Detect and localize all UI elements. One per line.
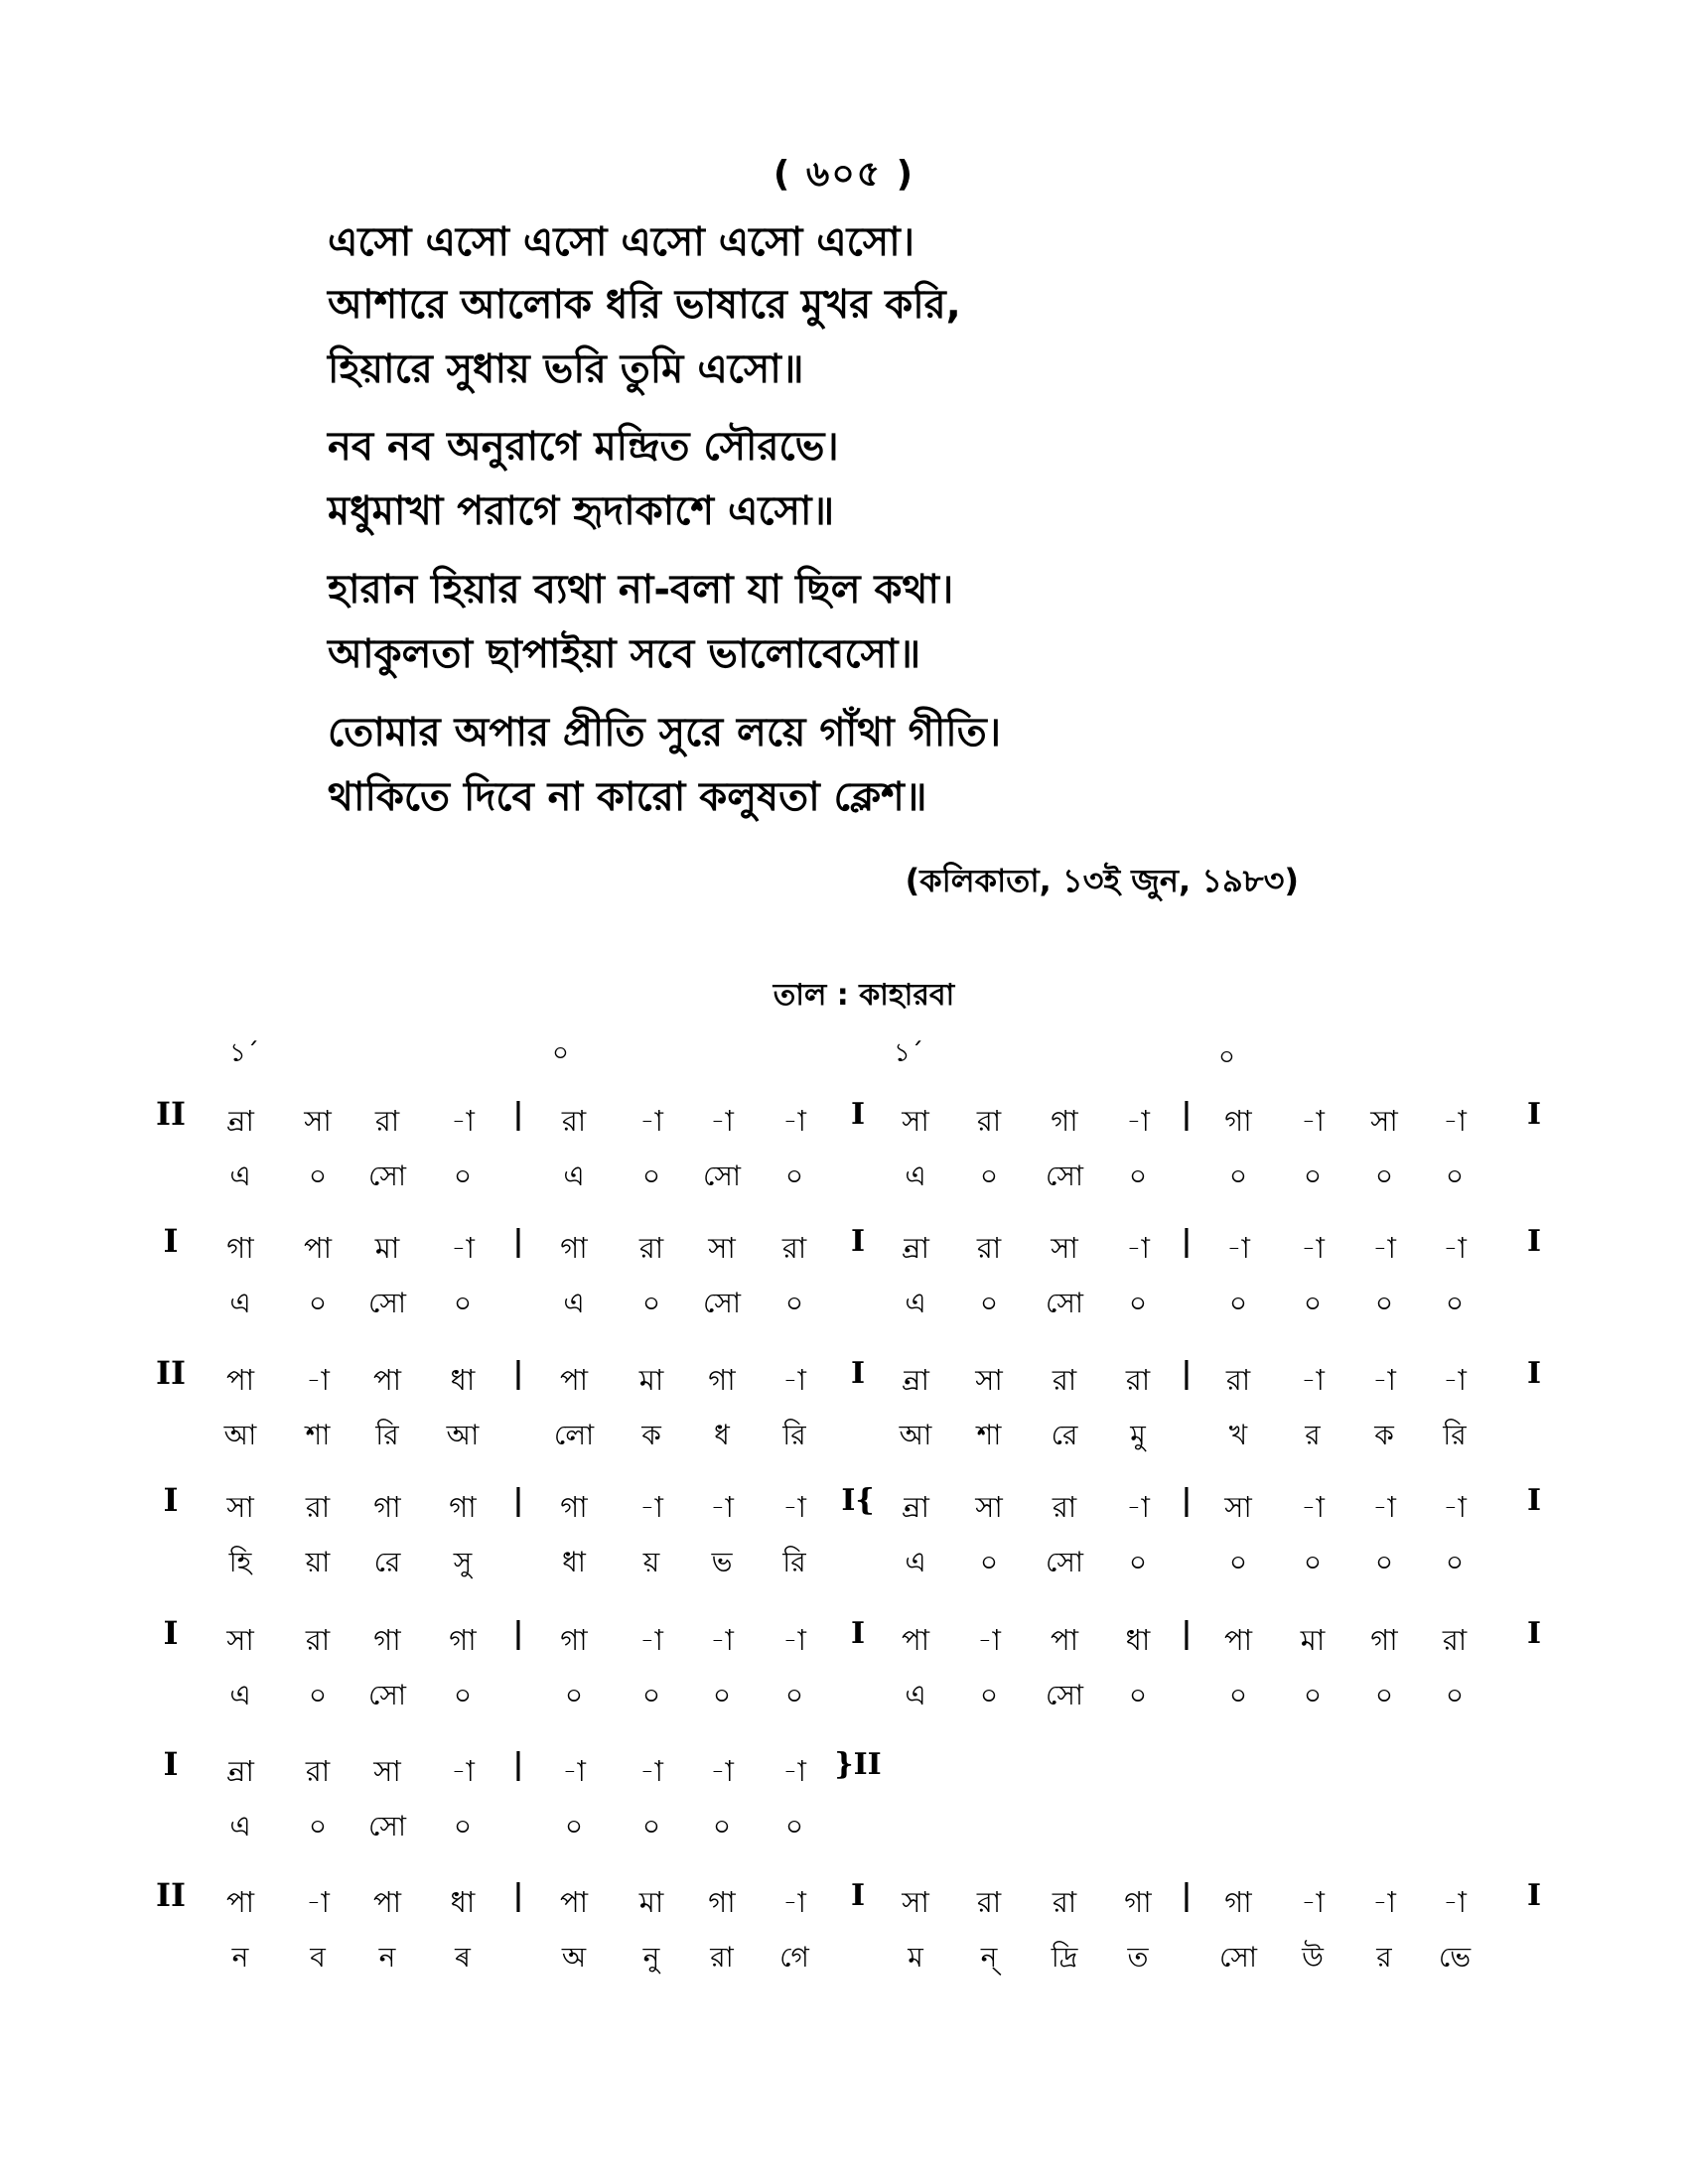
- swara-note: রা: [1125, 1363, 1151, 1397]
- swara-note: গা: [1224, 1885, 1252, 1919]
- swara-note: -া: [1443, 1104, 1467, 1138]
- swara-note: -া: [710, 1623, 734, 1657]
- swara-note: গা: [226, 1231, 254, 1265]
- swara-note: -া: [977, 1623, 1001, 1657]
- swara-note: -া: [1372, 1885, 1396, 1919]
- syllable: সো: [703, 1160, 741, 1192]
- barline: |: [512, 1356, 524, 1391]
- syllable: ০: [641, 1810, 661, 1843]
- swara-note: -া: [1126, 1231, 1150, 1265]
- swara-note: গা: [560, 1623, 588, 1657]
- syllable: ধ: [714, 1419, 730, 1451]
- barline: I: [1526, 1356, 1542, 1391]
- barline: |: [1181, 1224, 1193, 1259]
- swara-note: -া: [1126, 1490, 1150, 1524]
- swara-note: সা: [902, 1104, 929, 1138]
- swara-note: গা: [560, 1231, 588, 1265]
- swara-note: সা: [1370, 1104, 1398, 1138]
- swara-note: সা: [226, 1623, 254, 1657]
- beat-marker: ১´: [229, 1038, 259, 1068]
- swara-note: রা: [305, 1490, 331, 1524]
- swara-note: ধা: [1125, 1623, 1151, 1657]
- syllable: ০: [453, 1810, 473, 1843]
- syllable: লো: [553, 1419, 595, 1451]
- barline: I: [1526, 1878, 1542, 1913]
- swara-note: -া: [1372, 1363, 1396, 1397]
- syllable: ০: [1303, 1679, 1323, 1711]
- swara-note: -া: [782, 1754, 806, 1788]
- barline: I: [850, 1616, 866, 1651]
- lyric-line: হিয়ারে সুধায় ভরি তুমি এসো॥: [328, 346, 804, 392]
- swara-note: -া: [782, 1490, 806, 1524]
- syllable: গে: [779, 1941, 809, 1974]
- barline: |: [512, 1097, 524, 1132]
- swara-note: -া: [710, 1754, 734, 1788]
- syllable: ০: [641, 1287, 661, 1319]
- syllable: ০: [1374, 1287, 1394, 1319]
- swara-note: মা: [638, 1885, 664, 1919]
- swara-note: রা: [1052, 1363, 1077, 1397]
- syllable: ০: [784, 1287, 804, 1319]
- swara-note: -া: [1372, 1490, 1396, 1524]
- syllable: রি: [1443, 1419, 1467, 1451]
- swara-note: -া: [1372, 1231, 1396, 1265]
- swara-note: পা: [1050, 1623, 1079, 1657]
- syllable: সো: [368, 1679, 406, 1711]
- swara-note: গা: [373, 1490, 401, 1524]
- lyric-line: আশারে আলোক ধরি ভাষারে মুখর করি,: [328, 282, 961, 328]
- syllable: রি: [375, 1419, 399, 1451]
- syllable: এ: [229, 1810, 251, 1843]
- barline: |: [512, 1616, 524, 1651]
- syllable: সু: [453, 1546, 473, 1578]
- swara-note: পা: [225, 1885, 255, 1919]
- syllable: এ: [563, 1287, 585, 1319]
- barline: }II: [834, 1747, 882, 1782]
- swara-note: -া: [1443, 1490, 1467, 1524]
- syllable: ০: [641, 1160, 661, 1192]
- swara-note: গা: [708, 1885, 736, 1919]
- syllable: য়া: [305, 1546, 331, 1578]
- syllable: রা: [710, 1941, 734, 1974]
- syllable: এ: [229, 1160, 251, 1192]
- syllable: সো: [1046, 1679, 1083, 1711]
- line-start-barline: I: [163, 1745, 179, 1783]
- line-start-barline: I: [163, 1222, 179, 1260]
- swara-note: পা: [372, 1885, 402, 1919]
- tala-heading: তাল : কাহারবা: [773, 978, 955, 1013]
- swara-note: -া: [639, 1490, 663, 1524]
- swara-note: -া: [306, 1885, 330, 1919]
- syllable: ব: [310, 1941, 326, 1974]
- syllable: নু: [642, 1941, 660, 1974]
- swara-note: -া: [1301, 1885, 1325, 1919]
- beat-marker: ০: [1218, 1042, 1235, 1072]
- syllable: ০: [1445, 1160, 1465, 1192]
- syllable: ০: [712, 1679, 732, 1711]
- swara-note: পা: [303, 1231, 333, 1265]
- lyric-line: তোমার অপার প্রীতি সুরে লয়ে গাঁথা গীতি।: [328, 710, 1002, 755]
- swara-note: সা: [304, 1104, 332, 1138]
- line-start-barline: II: [156, 1095, 186, 1133]
- line-start-barline: I: [163, 1614, 179, 1652]
- syllable: ০: [979, 1160, 999, 1192]
- syllable: ০: [641, 1679, 661, 1711]
- syllable: অ: [561, 1941, 587, 1974]
- syllable: ০: [1128, 1679, 1148, 1711]
- syllable: ০: [1303, 1160, 1323, 1192]
- syllable: আ: [446, 1419, 480, 1451]
- syllable: ০: [564, 1810, 584, 1843]
- swara-note: গা: [373, 1623, 401, 1657]
- syllable: ০: [453, 1160, 473, 1192]
- syllable: ০: [1228, 1546, 1248, 1578]
- swara-note: গা: [1224, 1104, 1252, 1138]
- swara-note: সা: [1224, 1490, 1252, 1524]
- swara-note: -া: [1226, 1231, 1250, 1265]
- lyric-line: হারান হিয়ার ব্যথা না-বলা যা ছিল কথা।: [328, 567, 954, 613]
- swara-note: -া: [562, 1754, 586, 1788]
- syllable: সো: [368, 1287, 406, 1319]
- swara-note: রা: [1442, 1623, 1468, 1657]
- syllable: সো: [703, 1287, 741, 1319]
- swara-note: রা: [781, 1231, 807, 1265]
- swara-note: মা: [1300, 1623, 1326, 1657]
- line-start-barline: I: [163, 1481, 179, 1519]
- swara-note: ধা: [450, 1885, 476, 1919]
- swara-note: -া: [1301, 1104, 1325, 1138]
- swara-note: গা: [449, 1490, 477, 1524]
- syllable: ০: [453, 1679, 473, 1711]
- swara-note: মা: [638, 1363, 664, 1397]
- syllable: ক: [641, 1419, 661, 1451]
- swara-note: গা: [1051, 1104, 1078, 1138]
- swara-note: মা: [374, 1231, 400, 1265]
- syllable: সো: [368, 1160, 406, 1192]
- barline: |: [1181, 1097, 1193, 1132]
- swara-note: -া: [782, 1104, 806, 1138]
- swara-note: রা: [976, 1104, 1002, 1138]
- syllable: সো: [1046, 1546, 1083, 1578]
- lyric-line: নব নব অনুরাগে মন্দ্রিত সৌরভে।: [328, 424, 839, 470]
- syllable: রে: [1051, 1419, 1078, 1451]
- swara-note: -া: [639, 1623, 663, 1657]
- beat-marker: ০: [552, 1038, 569, 1068]
- syllable: হি: [228, 1546, 252, 1578]
- syllable: ০: [308, 1679, 328, 1711]
- barline: |: [1181, 1616, 1193, 1651]
- syllable: রি: [782, 1419, 806, 1451]
- syllable: এ: [563, 1160, 585, 1192]
- barline: I: [850, 1878, 866, 1913]
- syllable: দ্রি: [1051, 1941, 1078, 1974]
- lyric-line: আকুলতা ছাপাইয়া সবে ভালোবেসো॥: [328, 631, 921, 677]
- syllable: ০: [1445, 1546, 1465, 1578]
- page-number: ( ৬০৫ ): [773, 154, 915, 195]
- barline: |: [512, 1747, 524, 1782]
- syllable: ০: [712, 1810, 732, 1843]
- swara-note: সা: [975, 1363, 1003, 1397]
- syllable: রে: [373, 1546, 401, 1578]
- syllable: ০: [1303, 1546, 1323, 1578]
- barline: I: [1526, 1097, 1542, 1132]
- swara-note: ন্ৰা: [226, 1754, 254, 1788]
- swara-note: -া: [639, 1754, 663, 1788]
- syllable: ০: [1128, 1287, 1148, 1319]
- swara-note: পা: [559, 1885, 589, 1919]
- syllable: শা: [305, 1419, 331, 1451]
- swara-note: রা: [374, 1104, 400, 1138]
- swara-note: -া: [451, 1104, 475, 1138]
- barline: I{: [841, 1483, 875, 1518]
- syllable: ০: [979, 1679, 999, 1711]
- barline: I: [850, 1097, 866, 1132]
- swara-note: -া: [1443, 1885, 1467, 1919]
- swara-note: -া: [710, 1104, 734, 1138]
- barline: |: [1181, 1356, 1193, 1391]
- syllable: ত: [1127, 1941, 1149, 1974]
- swara-note: রা: [305, 1623, 331, 1657]
- swara-note: -া: [782, 1623, 806, 1657]
- swara-note: পা: [225, 1363, 255, 1397]
- swara-note: পা: [1223, 1623, 1253, 1657]
- swara-note: পা: [559, 1363, 589, 1397]
- syllable: ০: [784, 1679, 804, 1711]
- swara-note: সা: [373, 1754, 401, 1788]
- syllable: ০: [1128, 1160, 1148, 1192]
- swara-note: গা: [449, 1623, 477, 1657]
- swara-note: সা: [902, 1885, 929, 1919]
- syllable: ০: [784, 1810, 804, 1843]
- syllable: ০: [564, 1679, 584, 1711]
- syllable: ধা: [562, 1546, 586, 1578]
- syllable: ভ: [711, 1546, 733, 1578]
- syllable: ০: [308, 1160, 328, 1192]
- barline: |: [512, 1483, 524, 1518]
- swara-note: সা: [226, 1490, 254, 1524]
- syllable: এ: [905, 1160, 926, 1192]
- swara-note: রা: [976, 1231, 1002, 1265]
- syllable: ০: [308, 1287, 328, 1319]
- syllable: ০: [979, 1287, 999, 1319]
- syllable: ০: [1374, 1679, 1394, 1711]
- swara-note: সা: [975, 1490, 1003, 1524]
- barline: I: [1526, 1483, 1542, 1518]
- syllable: এ: [905, 1546, 926, 1578]
- line-start-barline: II: [156, 1354, 186, 1392]
- swara-note: রা: [976, 1885, 1002, 1919]
- swara-note: -া: [782, 1363, 806, 1397]
- swara-note: -া: [639, 1104, 663, 1138]
- syllable: ০: [1128, 1546, 1148, 1578]
- syllable: ০: [1228, 1160, 1248, 1192]
- swara-note: পা: [372, 1363, 402, 1397]
- syllable: ০: [979, 1546, 999, 1578]
- swara-note: গা: [1124, 1885, 1152, 1919]
- syllable: খ: [1228, 1419, 1248, 1451]
- swara-note: রা: [1052, 1885, 1077, 1919]
- barline: I: [1526, 1616, 1542, 1651]
- swara-note: রা: [1052, 1490, 1077, 1524]
- syllable: উ: [1302, 1941, 1324, 1974]
- swara-note: ন্ৰা: [902, 1231, 929, 1265]
- barline: I: [850, 1356, 866, 1391]
- syllable: য়: [642, 1546, 660, 1578]
- barline: |: [1181, 1483, 1193, 1518]
- swara-note: -া: [1443, 1363, 1467, 1397]
- syllable: রি: [782, 1546, 806, 1578]
- swara-note: গা: [1370, 1623, 1398, 1657]
- syllable: এ: [905, 1287, 926, 1319]
- syllable: শা: [976, 1419, 1002, 1451]
- syllable: মু: [1130, 1419, 1146, 1451]
- swara-note: -া: [1443, 1231, 1467, 1265]
- syllable: ০: [453, 1287, 473, 1319]
- line-start-barline: II: [156, 1876, 186, 1914]
- syllable: ০: [1374, 1160, 1394, 1192]
- syllable: ভে: [1438, 1941, 1472, 1974]
- syllable: এ: [229, 1679, 251, 1711]
- swara-note: গা: [560, 1490, 588, 1524]
- syllable: ন: [231, 1941, 249, 1974]
- syllable: ৰ: [455, 1941, 471, 1974]
- swara-note: রা: [561, 1104, 587, 1138]
- syllable: ০: [1303, 1287, 1323, 1319]
- swara-note: রা: [638, 1231, 664, 1265]
- date-credit: (কলিকাতা, ১৩ই জুন, ১৯৮৩): [905, 862, 1299, 899]
- swara-note: ন্ৰা: [902, 1490, 929, 1524]
- barline: |: [512, 1878, 524, 1913]
- lyric-line: এসো এসো এসো এসো এসো এসো।: [328, 219, 915, 265]
- swara-note: গা: [708, 1363, 736, 1397]
- syllable: ০: [1445, 1287, 1465, 1319]
- barline: |: [512, 1224, 524, 1259]
- swara-note: ন্ৰা: [902, 1363, 929, 1397]
- syllable: ০: [784, 1160, 804, 1192]
- syllable: আ: [223, 1419, 257, 1451]
- swara-note: -া: [710, 1490, 734, 1524]
- syllable: সো: [1046, 1287, 1083, 1319]
- swara-note: সা: [1051, 1231, 1078, 1265]
- barline: |: [1181, 1878, 1193, 1913]
- syllable: ০: [1374, 1546, 1394, 1578]
- beat-marker: ১´: [894, 1038, 923, 1068]
- swara-note: -া: [782, 1885, 806, 1919]
- swara-note: রা: [305, 1754, 331, 1788]
- syllable: র: [1305, 1419, 1321, 1451]
- swara-note: পা: [901, 1623, 930, 1657]
- syllable: ০: [1228, 1679, 1248, 1711]
- syllable: এ: [905, 1679, 926, 1711]
- swara-note: ধা: [450, 1363, 476, 1397]
- swara-note: -া: [451, 1231, 475, 1265]
- syllable: ০: [1228, 1287, 1248, 1319]
- syllable: ০: [308, 1810, 328, 1843]
- syllable: ক: [1374, 1419, 1394, 1451]
- swara-note: -া: [1301, 1231, 1325, 1265]
- syllable: ম: [908, 1941, 923, 1974]
- swara-note: -া: [1301, 1363, 1325, 1397]
- syllable: সো: [368, 1810, 406, 1843]
- syllable: এ: [229, 1287, 251, 1319]
- syllable: আ: [899, 1419, 932, 1451]
- syllable: সো: [1219, 1941, 1257, 1974]
- lyric-line: থাকিতে দিবে না কারো কলুষতা ক্লেশ॥: [328, 774, 927, 820]
- lyric-line: মধুমাখা পরাগে হৃদাকাশে এসো॥: [328, 488, 835, 534]
- swara-note: -া: [1126, 1104, 1150, 1138]
- syllable: ন্: [980, 1941, 998, 1974]
- swara-note: -া: [451, 1754, 475, 1788]
- barline: I: [850, 1224, 866, 1259]
- syllable: সো: [1046, 1160, 1083, 1192]
- syllable: র: [1376, 1941, 1392, 1974]
- swara-note: সা: [708, 1231, 736, 1265]
- syllable: ০: [1445, 1679, 1465, 1711]
- swara-note: রা: [1225, 1363, 1251, 1397]
- syllable: ন: [378, 1941, 396, 1974]
- barline: I: [1526, 1224, 1542, 1259]
- swara-note: -া: [306, 1363, 330, 1397]
- swara-note: -া: [1301, 1490, 1325, 1524]
- swara-note: ন্ৰা: [226, 1104, 254, 1138]
